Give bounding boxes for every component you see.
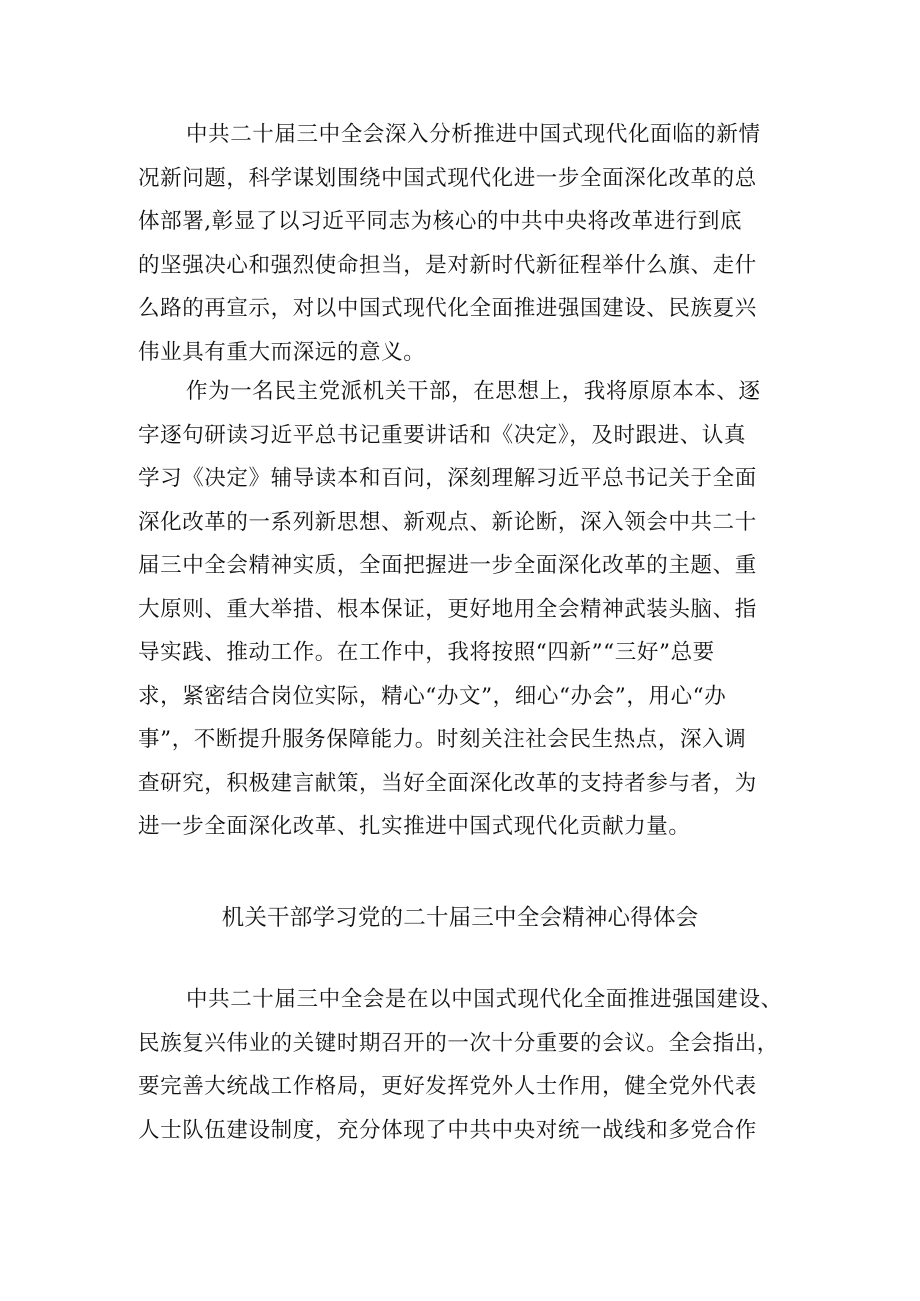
paragraph-line: 学习《决定》辅导读本和百问，深刻理解习近平总书记关于全面 [138, 466, 757, 491]
paragraph-line: 的坚强决心和强烈使命担当，是对新时代新征程举什么旗、走什 [138, 252, 757, 278]
paragraph-line: 中共二十届三中全会是在以中国式现代化全面推进强国建设、 [186, 987, 783, 1012]
paragraph-line: 民族复兴伟业的关键时期召开的一次十分重要的会议。全会指出， [138, 1030, 779, 1056]
paragraph-line: 求，紧密结合岗位实际，精心“办文”，细心“办会”，用心“办 [138, 683, 727, 709]
paragraph-line: 导实践、推动工作。在工作中，我将按照“四新”“三好”总要 [138, 640, 715, 665]
section-heading: 机关干部学习党的二十届三中全会精神心得体会 [221, 905, 699, 931]
paragraph-line: 深化改革的一系列新思想、新观点、新论断，深入领会中共二十 [138, 509, 757, 535]
paragraph-line: 体部署,彰显了以习近平同志为核心的中共中央将改革进行到底 [138, 209, 743, 234]
paragraph-3 [138, 978, 818, 1152]
paragraph-line: 况新问题，科学谋划围绕中国式现代化进一步全面深化改革的总 [138, 165, 757, 191]
paragraph-line: 大原则、重大举措、根本保证，更好地用全会精神武装头脑、指 [138, 596, 757, 622]
paragraph-2 [138, 370, 818, 849]
paragraph-line: 伟业具有重大而深远的意义。 [138, 339, 426, 365]
paragraph-1 [138, 113, 818, 374]
paragraph-line: 作为一名民主党派机关干部，在思想上，我将原原本本、逐 [186, 379, 761, 404]
paragraph-line: 进一步全面深化改革、扎实推进中国式现代化贡献力量。 [138, 814, 691, 839]
paragraph-line: 中共二十届三中全会深入分析推进中国式现代化面临的新情 [186, 122, 761, 147]
paragraph-line: 人士队伍建设制度，充分体现了中共中央对统一战线和多党合作 [138, 1117, 757, 1143]
paragraph-line: 要完善大统战工作格局，更好发挥党外人士作用，健全党外代表 [138, 1074, 757, 1099]
paragraph-line: 查研究，积极建言献策，当好全面深化改革的支持者参与者，为 [138, 770, 757, 796]
paragraph-line: 字逐句研读习近平总书记重要讲话和《决定》，及时跟进、认真 [138, 422, 747, 448]
paragraph-line: 届三中全会精神实质，全面把握进一步全面深化改革的主题、重 [138, 553, 757, 578]
paragraph-line: 事”，不断提升服务保障能力。时刻关注社会民生热点，深入调 [138, 727, 747, 752]
paragraph-line: 么路的再宣示，对以中国式现代化全面推进强国建设、民族夏兴 [138, 296, 757, 321]
